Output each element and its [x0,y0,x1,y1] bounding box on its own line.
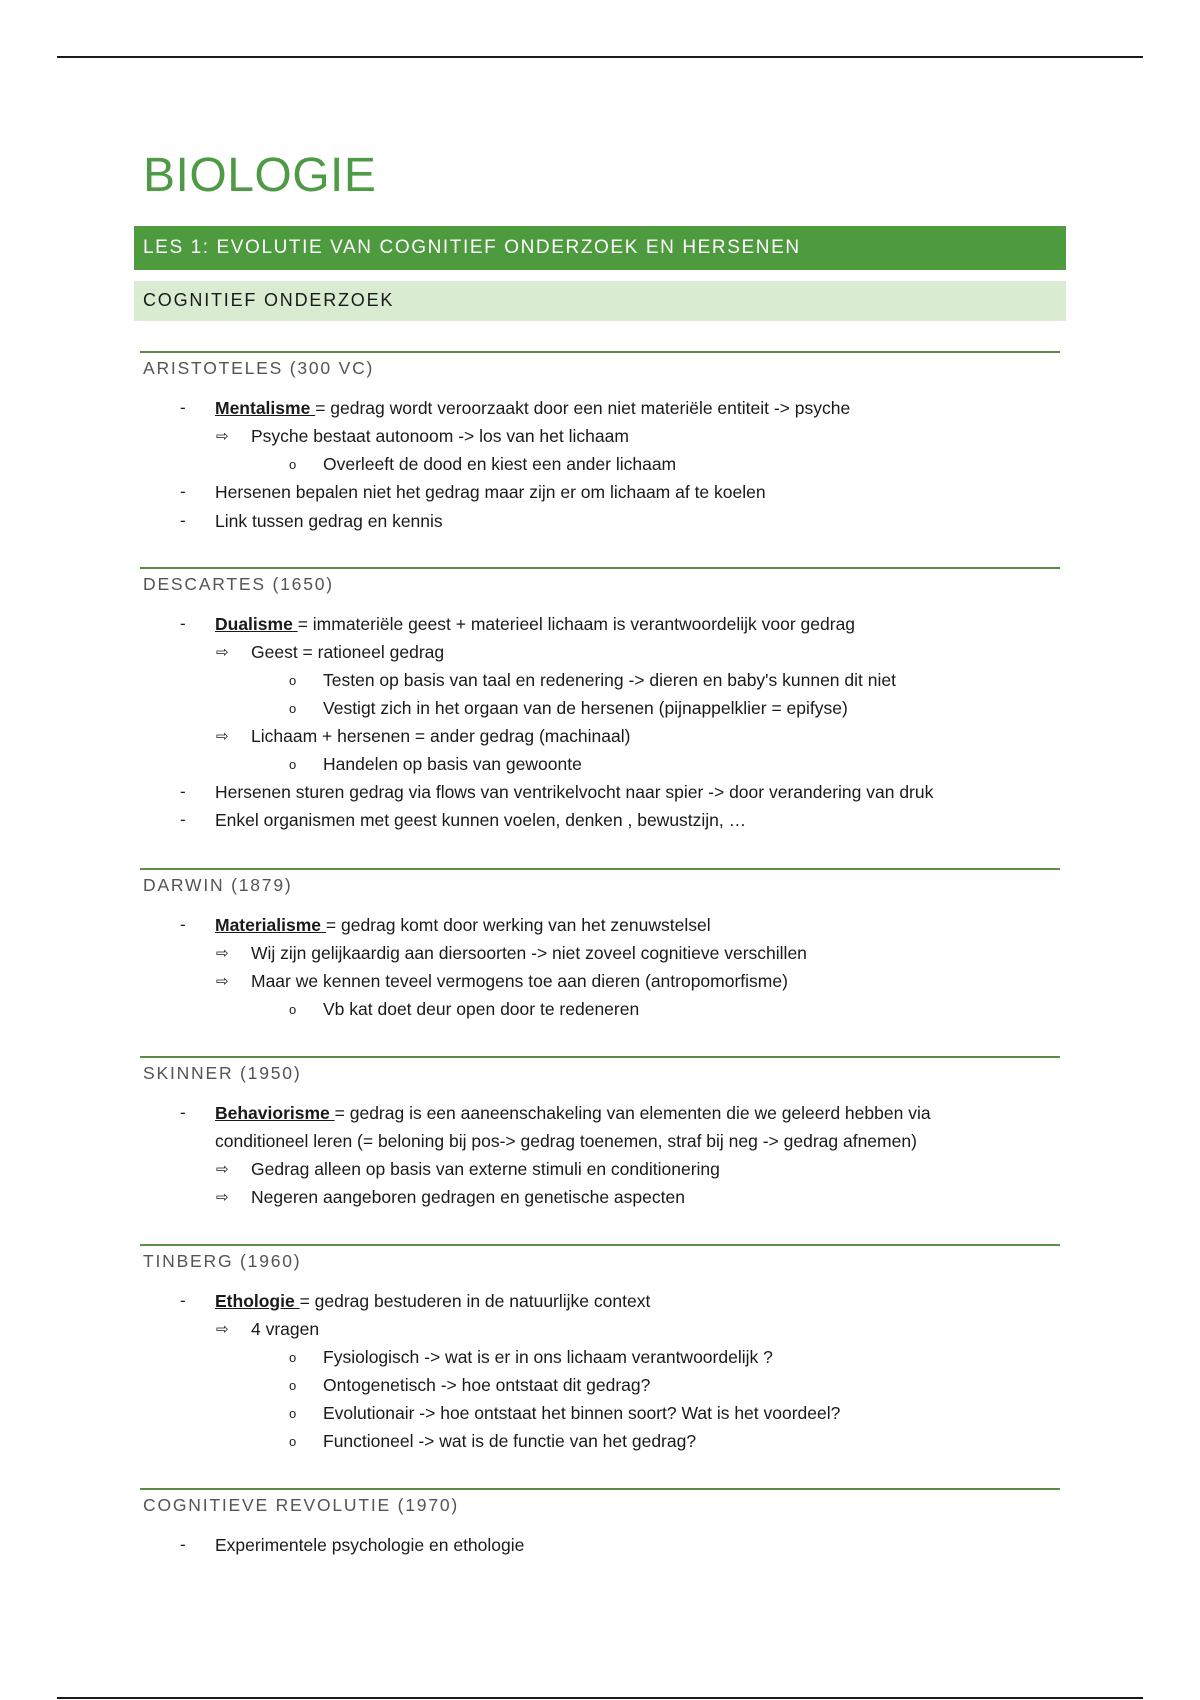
list-item: Wij zijn gelijkaardig aan diersoorten -> niet zoveel cognitieve verschillen [251,943,807,963]
list-item: Geest = rationeel gedrag [251,642,445,662]
list-item [215,614,855,635]
list-item: Hersenen bepalen niet het gedrag maar zijn er om lichaam af te koelen [215,482,766,502]
dash-bullet: - [180,782,186,801]
circle-bullet-icon: o [289,1406,297,1421]
term: Mentalisme [215,398,316,418]
arrow-bullet-icon: ⇨ [216,644,229,661]
section-darwin [140,868,1060,898]
circle-bullet-icon: o [289,1378,297,1393]
circle-bullet-icon: o [289,1350,297,1365]
list-item: 4 vragen [251,1319,320,1339]
section-tinberg [140,1244,1060,1274]
section-cognitieve-revolutie [140,1488,1060,1518]
section-heading: TINBERG (1960) [143,1251,302,1271]
arrow-bullet-icon: ⇨ [216,973,229,990]
item-text: = immateriële geest + materieel lichaam is verantwoordelijk voor gedrag [297,614,856,634]
list-item: Enkel organismen met geest kunnen voelen, denken , bewustzijn, … [215,810,747,830]
list-item: Functioneel -> wat is de functie van het gedrag? [323,1431,697,1451]
section-rule [140,1488,1060,1490]
section-descartes [140,567,1060,597]
section-rule [140,1244,1060,1246]
arrow-bullet-icon: ⇨ [216,728,229,745]
list-item: Overleeft de dood en kiest een ander lichaam [323,454,677,474]
section-heading: SKINNER (1950) [143,1063,302,1083]
arrow-bullet-icon: ⇨ [216,1321,229,1338]
list-item: Handelen op basis van gewoonte [323,754,582,774]
circle-bullet-icon: o [289,1434,297,1449]
list-item: Vb kat doet deur open door te redeneren [323,999,640,1019]
circle-bullet-icon: o [289,457,297,472]
list-item: Vestigt zich in het orgaan van de hersenen (pijnappelklier = epifyse) [323,698,848,718]
list-item [215,1103,931,1124]
term: Behaviorisme [215,1103,335,1123]
section-rule [140,567,1060,569]
item-text: = gedrag bestuderen in de natuurlijke context [299,1291,651,1311]
section-rule [140,351,1060,353]
arrow-bullet-icon: ⇨ [216,1189,229,1206]
heading-2-bar [134,281,1066,321]
term: Materialisme [215,915,326,935]
section-heading: DARWIN (1879) [143,875,293,895]
circle-bullet-icon: o [289,757,297,772]
list-item: Experimentele psychologie en ethologie [215,1535,525,1555]
dash-bullet: - [180,511,186,530]
dash-bullet: - [180,482,186,501]
list-item [215,398,850,419]
dash-bullet: - [180,1103,186,1122]
item-text: = gedrag wordt veroorzaakt door een niet materiële entiteit -> psyche [315,398,851,418]
term: Ethologie [215,1291,300,1311]
arrow-bullet-icon: ⇨ [216,945,229,962]
list-item: Evolutionair -> hoe ontstaat het binnen soort? Wat is het voordeel? [323,1403,841,1423]
section-heading: DESCARTES (1650) [143,574,334,594]
top-rule [57,56,1143,58]
section-heading: ARISTOTELES (300 VC) [143,358,375,378]
list-item [215,915,711,936]
bottom-rule [57,1697,1143,1699]
list-item: Negeren aangeboren gedragen en genetische aspecten [251,1187,685,1207]
section-rule [140,1056,1060,1058]
dash-bullet: - [180,398,186,417]
section-rule [140,868,1060,870]
item-text: = gedrag is een aaneenschakeling van elementen die we geleerd hebben via [334,1103,931,1123]
list-item: Maar we kennen teveel vermogens toe aan dieren (antropomorfisme) [251,971,788,991]
dash-bullet: - [180,1291,186,1310]
circle-bullet-icon: o [289,1002,297,1017]
dash-bullet: - [180,1535,186,1554]
list-item: Testen op basis van taal en redenering -> dieren en baby's kunnen dit niet [323,670,896,690]
list-item: Ontogenetisch -> hoe ontstaat dit gedrag? [323,1375,651,1395]
list-item: Psyche bestaat autonoom -> los van het lichaam [251,426,629,446]
list-item: Gedrag alleen op basis van externe stimuli en conditionering [251,1159,720,1179]
dash-bullet: - [180,810,186,829]
heading-1: LES 1: EVOLUTIE VAN COGNITIEF ONDERZOEK EN HERSENEN [143,237,801,258]
term: Dualisme [215,614,298,634]
heading-2: COGNITIEF ONDERZOEK [143,290,395,310]
list-item: Fysiologisch -> wat is er in ons lichaam verantwoordelijk ? [323,1347,773,1367]
dash-bullet: - [180,614,186,633]
arrow-bullet-icon: ⇨ [216,1161,229,1178]
list-item: Hersenen sturen gedrag via flows van ventrikelvocht naar spier -> door verandering van druk [215,782,934,802]
circle-bullet-icon: o [289,701,297,716]
item-text: = gedrag komt door werking van het zenuwstelsel [325,915,711,935]
circle-bullet-icon: o [289,673,297,688]
list-item: Link tussen gedrag en kennis [215,511,443,531]
arrow-bullet-icon: ⇨ [216,428,229,445]
section-heading: COGNITIEVE REVOLUTIE (1970) [143,1495,460,1515]
dash-bullet: - [180,915,186,934]
heading-1-bar [134,226,1066,270]
page-title: BIOLOGIE [143,149,377,202]
list-item: Lichaam + hersenen = ander gedrag (machinaal) [251,726,631,746]
list-item [215,1291,650,1312]
section-skinner [140,1056,1060,1086]
list-item-continued: conditioneel leren (= beloning bij pos-> gedrag toenemen, straf bij neg -> gedrag afnemen) [215,1131,917,1151]
